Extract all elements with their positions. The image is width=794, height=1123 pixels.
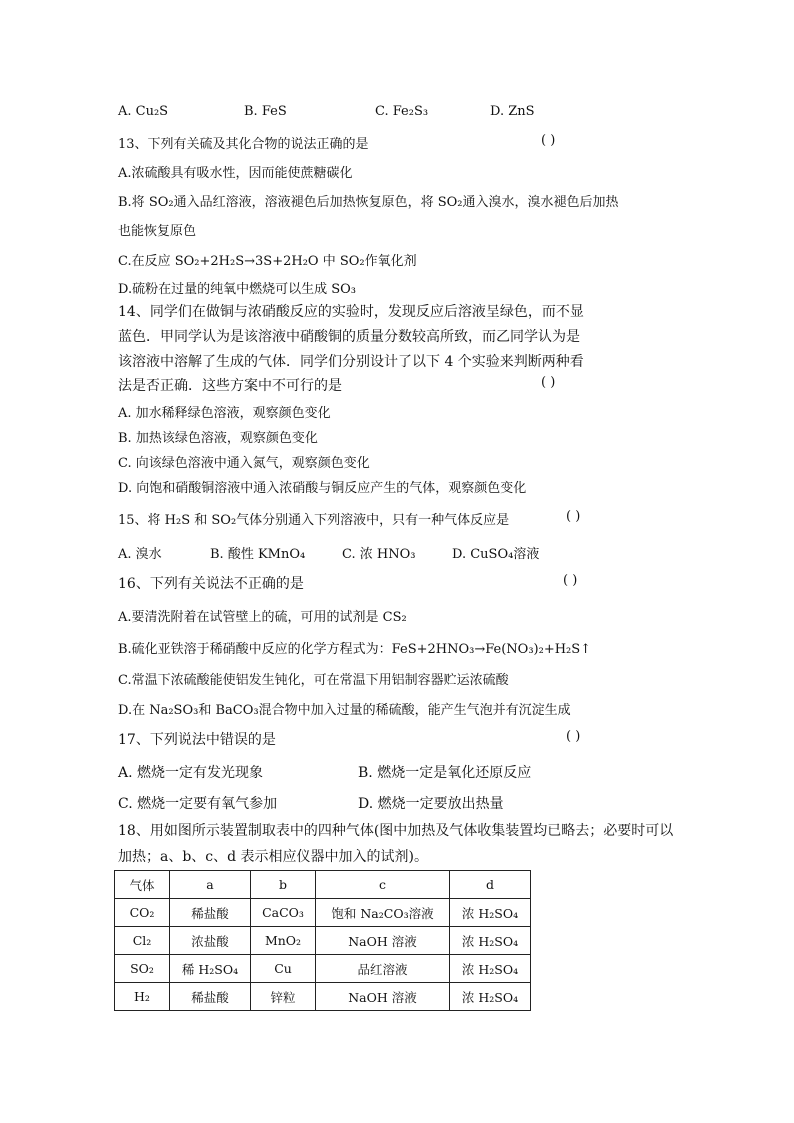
table-row (115, 899, 531, 927)
q17-option-b: B. 燃烧一定是氧化还原反应 (358, 765, 532, 781)
table-header-cell: b (251, 871, 316, 899)
q16-option-a: A.要清洗附着在试管壁上的硫，可用的试剂是 CS₂ (118, 610, 407, 625)
q12-option-a: A. Cu₂S (118, 104, 169, 119)
q12-option-d: D. ZnS (490, 104, 535, 119)
q14-option-a: A. 加水稀释绿色溶液，观察颜色变化 (118, 406, 331, 421)
q13-option-d: D.硫粉在过量的纯氧中燃烧可以生成 SO₃ (118, 282, 356, 297)
q16-option-b: B.硫化亚铁溶于稀硝酸中反应的化学方程式为：FeS+2HNO₃→Fe(NO₃)₂+H₂S↑ (118, 642, 592, 657)
q12-option-b: B. FeS (244, 104, 287, 119)
table-header-cell: a (170, 871, 251, 899)
table-header-cell: c (316, 871, 450, 899)
table-cell: 浓 H₂SO₄ (450, 955, 531, 983)
table-header-cell: d (450, 871, 531, 899)
q17-option-d: D. 燃烧一定要放出热量 (358, 796, 504, 812)
table-cell: 饱和 Na₂CO₃溶液 (316, 899, 450, 927)
q15-option-b: B. 酸性 KMnO₄ (210, 547, 306, 562)
table-cell: 锌粒 (251, 983, 316, 1011)
q14-option-d: D. 向饱和硝酸铜溶液中通入浓硝酸与铜反应产生的气体，观察颜色变化 (118, 481, 527, 496)
table-cell: H₂ (115, 983, 170, 1011)
table-row (115, 983, 531, 1011)
q14-answer-blank: ( ) (541, 375, 556, 390)
table-cell: 稀盐酸 (170, 983, 251, 1011)
table-cell: 品红溶液 (316, 955, 450, 983)
table-cell: SO₂ (115, 955, 170, 983)
table-header-cell: 气体 (115, 871, 170, 899)
table-cell: NaOH 溶液 (316, 927, 450, 955)
table-cell: 稀 H₂SO₄ (170, 955, 251, 983)
q15-answer-blank: ( ) (566, 509, 581, 524)
q16-answer-blank: ( ) (563, 573, 578, 588)
table-cell: NaOH 溶液 (316, 983, 450, 1011)
q14-option-c: C. 向该绿色溶液中通入氮气，观察颜色变化 (118, 456, 370, 471)
q15-option-d: D. CuSO₄溶液 (452, 547, 540, 562)
q13-option-b-line1: B.将 SO₂通入品红溶液，溶液褪色后加热恢复原色，将 SO₂通入溴水，溴水褪色后加热 (118, 195, 619, 210)
table-cell: Cl₂ (115, 927, 170, 955)
table-cell: Cu (251, 955, 316, 983)
table-header-row (115, 871, 531, 899)
q17-option-c: C. 燃烧一定要有氧气参加 (118, 796, 278, 812)
table-cell: CaCO₃ (251, 899, 316, 927)
q16-option-d: D.在 Na₂SO₃和 BaCO₃混合物中加入过量的稀硫酸，能产生气泡并有沉淀生成 (118, 703, 571, 718)
table-cell: CO₂ (115, 899, 170, 927)
q15-option-a: A. 溴水 (118, 547, 162, 562)
q12-option-c: C. Fe₂S₃ (375, 104, 429, 119)
q18-stem-line2: 加热；a、b、c、d 表示相应仪器中加入的试剂)。 (118, 849, 429, 865)
q13-stem: 13、下列有关硫及其化合物的说法正确的是 (118, 137, 369, 152)
table-cell: 浓盐酸 (170, 927, 251, 955)
table-cell: 浓 H₂SO₄ (450, 899, 531, 927)
q17-stem: 17、下列说法中错误的是 (118, 732, 276, 748)
q17-option-a: A. 燃烧一定有发光现象 (118, 765, 264, 781)
table-row (115, 927, 531, 955)
q14-stem-line4: 法是否正确．这些方案中不可行的是 (118, 378, 342, 394)
q13-option-b-line2: 也能恢复原色 (118, 224, 197, 239)
table-cell: 稀盐酸 (170, 899, 251, 927)
table-row (115, 955, 531, 983)
q14-stem-line2: 蓝色．甲同学认为是该溶液中硝酸铜的质量分数较高所致，而乙同学认为是 (118, 329, 580, 345)
table-cell: 浓 H₂SO₄ (450, 927, 531, 955)
q13-answer-blank: ( ) (541, 133, 556, 148)
q14-stem-line3: 该溶液中溶解了生成的气体．同学们分别设计了以下 4 个实验来判断两种看 (118, 354, 584, 370)
q15-stem: 15、将 H₂S 和 SO₂气体分别通入下列溶液中，只有一种气体反应是 (118, 513, 510, 528)
q18-stem-line1: 18、用如图所示装置制取表中的四种气体(图中加热及气体收集装置均已略去；必要时可以 (118, 823, 674, 839)
q13-option-c: C.在反应 SO₂+2H₂S→3S+2H₂O 中 SO₂作氧化剂 (118, 254, 417, 269)
table-cell: MnO₂ (251, 927, 316, 955)
table-cell: 浓 H₂SO₄ (450, 983, 531, 1011)
q13-option-a: A.浓硫酸具有吸水性，因而能使蔗糖碳化 (118, 166, 353, 181)
reagent-table (114, 870, 531, 1011)
q16-option-c: C.常温下浓硫酸能使铝发生钝化，可在常温下用铝制容器贮运浓硫酸 (118, 673, 509, 688)
q17-answer-blank: ( ) (566, 729, 581, 744)
q14-option-b: B. 加热该绿色溶液，观察颜色变化 (118, 431, 318, 446)
q14-stem-line1: 14、同学们在做铜与浓硝酸反应的实验时，发现反应后溶液呈绿色，而不显 (118, 304, 584, 320)
q15-option-c: C. 浓 HNO₃ (342, 547, 416, 562)
q16-stem: 16、下列有关说法不正确的是 (118, 576, 304, 592)
